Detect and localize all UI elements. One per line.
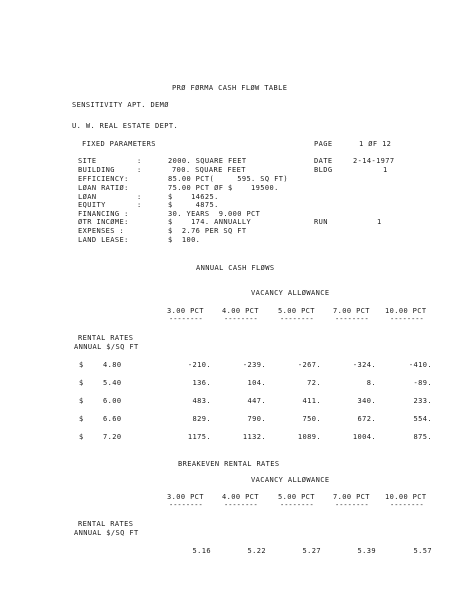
cash-flow-value: 233. xyxy=(413,397,432,405)
rental-rate: 4.80 xyxy=(103,361,122,369)
param-label: FINANCING : xyxy=(78,210,129,218)
param-value: $ 14625. xyxy=(168,193,219,201)
column-header: 10.00 PCT xyxy=(385,307,427,315)
rental-rates-unit-label: ANNUAL $/SQ FT xyxy=(74,343,139,351)
cash-flow-value: -267. xyxy=(297,361,321,369)
param-label: EFFICIENCY: xyxy=(78,175,129,183)
cash-flow-value: -410. xyxy=(408,361,432,369)
cash-flow-value: 750. xyxy=(302,415,321,423)
param-separator: : xyxy=(137,166,142,174)
column-header: 7.00 PCT xyxy=(333,493,370,501)
rental-rates-label: RENTAL RATES xyxy=(78,334,134,342)
param-label: LAND LEASE: xyxy=(78,236,129,244)
breakeven-rental-rates-label: RENTAL RATES xyxy=(78,520,134,528)
run-label: RUN xyxy=(314,218,328,226)
column-header: 5.00 PCT xyxy=(278,307,315,315)
param-value: $ 100. xyxy=(168,236,201,244)
breakeven-value: 5.22 xyxy=(247,547,266,555)
cash-flow-value: 1132. xyxy=(242,433,266,441)
column-header: 10.00 PCT xyxy=(385,493,427,501)
cash-flow-value: 340. xyxy=(357,397,376,405)
cash-flow-value: 411. xyxy=(302,397,321,405)
cash-flow-value: 8. xyxy=(366,379,376,387)
param-value: 2000. SQUARE FEET xyxy=(168,157,247,165)
fixed-parameters-heading: FIXED PARAMETERS xyxy=(82,140,156,148)
bldg-label: BLDG xyxy=(314,166,333,174)
cash-flow-value: 672. xyxy=(357,415,376,423)
column-underline: -------- xyxy=(335,501,369,509)
run-value: 1 xyxy=(377,218,382,226)
param-label: LØAN RATIØ: xyxy=(78,184,129,192)
cash-flow-value: -89. xyxy=(413,379,432,387)
currency-symbol: $ xyxy=(79,397,84,405)
bldg-value: 1 xyxy=(383,166,388,174)
column-underline: -------- xyxy=(280,501,314,509)
column-underline: -------- xyxy=(390,315,424,323)
report-subtitle: SENSITIVITY APT. DEMØ xyxy=(72,101,169,109)
cash-flow-value: 1175. xyxy=(187,433,211,441)
page-value: 1 ØF 12 xyxy=(359,140,392,148)
breakeven-value: 5.16 xyxy=(192,547,211,555)
cash-flow-value: -324. xyxy=(352,361,376,369)
param-label: EQUITY xyxy=(78,201,106,209)
cash-flow-value: -239. xyxy=(242,361,266,369)
cash-flow-value: 1089. xyxy=(297,433,321,441)
breakeven-value: 5.27 xyxy=(302,547,321,555)
column-underline: -------- xyxy=(224,315,258,323)
column-header: 5.00 PCT xyxy=(278,493,315,501)
param-value: 700. SQUARE FEET xyxy=(172,166,246,174)
currency-symbol: $ xyxy=(79,433,84,441)
param-value: 85.00 PCT( 595. SQ FT) xyxy=(168,175,288,183)
param-label: LØAN xyxy=(78,193,97,201)
column-header: 4.00 PCT xyxy=(222,307,259,315)
date-label: DATE xyxy=(314,157,333,165)
cash-flow-value: 554. xyxy=(413,415,432,423)
cash-flow-value: 1004. xyxy=(352,433,376,441)
annual-cash-flows-heading: ANNUAL CASH FLØWS xyxy=(196,264,275,272)
department-name: U. W. REAL ESTATE DEPT. xyxy=(72,122,179,130)
breakeven-vacancy-heading: VACANCY ALLØWANCE xyxy=(251,476,330,484)
cash-flow-value: 790. xyxy=(247,415,266,423)
param-value: $ 4875. xyxy=(168,201,219,209)
cash-flow-value: -210. xyxy=(187,361,211,369)
breakeven-heading: BREAKEVEN RENTAL RATES xyxy=(178,460,280,468)
cash-flow-value: 72. xyxy=(307,379,321,387)
breakeven-value: 5.57 xyxy=(413,547,432,555)
column-underline: -------- xyxy=(390,501,424,509)
column-underline: -------- xyxy=(169,501,203,509)
rental-rate: 6.60 xyxy=(103,415,122,423)
column-header: 4.00 PCT xyxy=(222,493,259,501)
breakeven-value: 5.39 xyxy=(357,547,376,555)
rental-rate: 5.40 xyxy=(103,379,122,387)
param-separator: : xyxy=(137,201,142,209)
cash-flow-value: 483. xyxy=(192,397,211,405)
param-separator: : xyxy=(137,193,142,201)
cash-flow-value: 447. xyxy=(247,397,266,405)
cash-flow-value: 829. xyxy=(192,415,211,423)
currency-symbol: $ xyxy=(79,361,84,369)
date-value: 2-14-1977 xyxy=(353,157,395,165)
param-label: EXPENSES : xyxy=(78,227,125,235)
cash-flow-value: 104. xyxy=(247,379,266,387)
column-underline: -------- xyxy=(335,315,369,323)
report-title: PRØ FØRMA CASH FLØW TABLE xyxy=(172,84,288,92)
param-value: 30. YEARS 9.000 PCT xyxy=(168,210,261,218)
page-label: PAGE xyxy=(314,140,333,148)
param-label: ØTR INCØME: xyxy=(78,218,129,226)
column-underline: -------- xyxy=(280,315,314,323)
rental-rate: 6.00 xyxy=(103,397,122,405)
param-label: SITE xyxy=(78,157,97,165)
currency-symbol: $ xyxy=(79,379,84,387)
column-header: 7.00 PCT xyxy=(333,307,370,315)
param-value: 75.00 PCT ØF $ 19500. xyxy=(168,184,279,192)
column-underline: -------- xyxy=(169,315,203,323)
param-value: $ 2.76 PER SQ FT xyxy=(168,227,247,235)
vacancy-allowance-heading: VACANCY ALLØWANCE xyxy=(251,289,330,297)
param-value: $ 174. ANNUALLY xyxy=(168,218,252,226)
column-header: 3.00 PCT xyxy=(167,493,204,501)
cash-flow-value: 875. xyxy=(413,433,432,441)
breakeven-rental-rates-unit-label: ANNUAL $/SQ FT xyxy=(74,529,139,537)
cash-flow-value: 136. xyxy=(192,379,211,387)
rental-rate: 7.20 xyxy=(103,433,122,441)
column-header: 3.00 PCT xyxy=(167,307,204,315)
currency-symbol: $ xyxy=(79,415,84,423)
param-separator: : xyxy=(137,157,142,165)
param-label: BUILDING xyxy=(78,166,115,174)
column-underline: -------- xyxy=(224,501,258,509)
